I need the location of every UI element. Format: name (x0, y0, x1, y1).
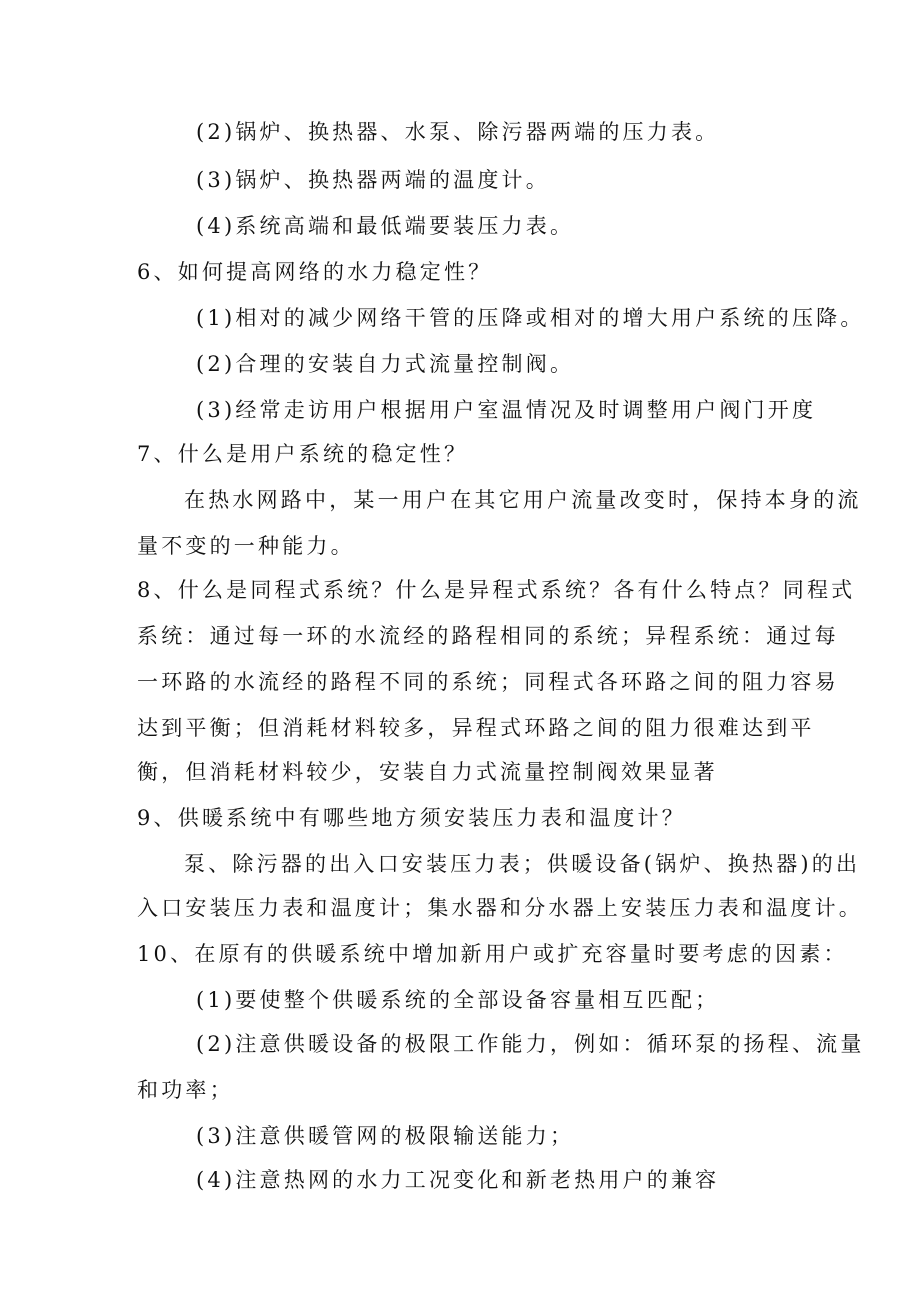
item-5-4: (4)系统高端和最低端要装压力表。 (196, 214, 575, 238)
question-8: 8、什么是同程式系统？什么是异程式系统？各有什么特点？同程式 (137, 578, 856, 602)
answer-9-line-1: 泵、除污器的出入口安装压力表；供暖设备(锅炉、换热器)的出 (184, 852, 861, 876)
question-7: 7、什么是用户系统的稳定性？ (137, 442, 469, 466)
question-10: 10、在原有的供暖系统中增加新用户或扩充容量时要考虑的因素： (137, 942, 848, 966)
item-5-3: (3)锅炉、换热器两端的温度计。 (196, 168, 550, 192)
question-6: 6、如何提高网络的水力稳定性？ (137, 260, 493, 284)
item-5-2: (2)锅炉、换热器、水泵、除污器两端的压力表。 (196, 120, 720, 144)
item-10-2: (2)注意供暖设备的极限工作能力，例如：循环泵的扬程、流量 (196, 1032, 865, 1056)
answer-8-line-2: 一环路的水流经的路程不同的系统；同程式各环路之间的阻力容易 (137, 670, 839, 694)
item-6-2: (2)合理的安装自力式流量控制阀。 (196, 352, 575, 376)
answer-7-line-1: 在热水网路中，某一用户在其它用户流量改变时，保持本身的流 (184, 488, 862, 512)
item-10-4: (4)注意热网的水力工况变化和新老热用户的兼容 (196, 1168, 720, 1192)
answer-8-line-4: 衡，但消耗材料较少，安装自力式流量控制阀效果显著 (137, 760, 718, 784)
item-10-3: (3)注意供暖管网的极限输送能力； (196, 1124, 575, 1148)
answer-7-line-2: 量不变的一种能力。 (137, 534, 355, 558)
item-6-1: (1)相对的减少网络干管的压降或相对的增大用户系统的压降。 (196, 306, 865, 330)
item-6-3: (3)经常走访用户根据用户室温情况及时调整用户阀门开度 (196, 398, 817, 422)
question-9: 9、供暖系统中有哪些地方须安装压力表和温度计？ (137, 806, 686, 830)
answer-9-line-2: 入口安装压力表和温度计；集水器和分水器上安装压力表和温度计。 (137, 896, 863, 920)
answer-8-line-3: 达到平衡；但消耗材料较多，异程式环路之间的阻力很难达到平 (137, 716, 815, 740)
answer-8-line-1: 系统：通过每一环的水流经的路程相同的系统；异程系统：通过每 (137, 624, 839, 648)
item-10-1: (1)要使整个供暖系统的全部设备容量相互匹配； (196, 988, 720, 1012)
item-10-2-cont: 和功率； (137, 1078, 234, 1102)
